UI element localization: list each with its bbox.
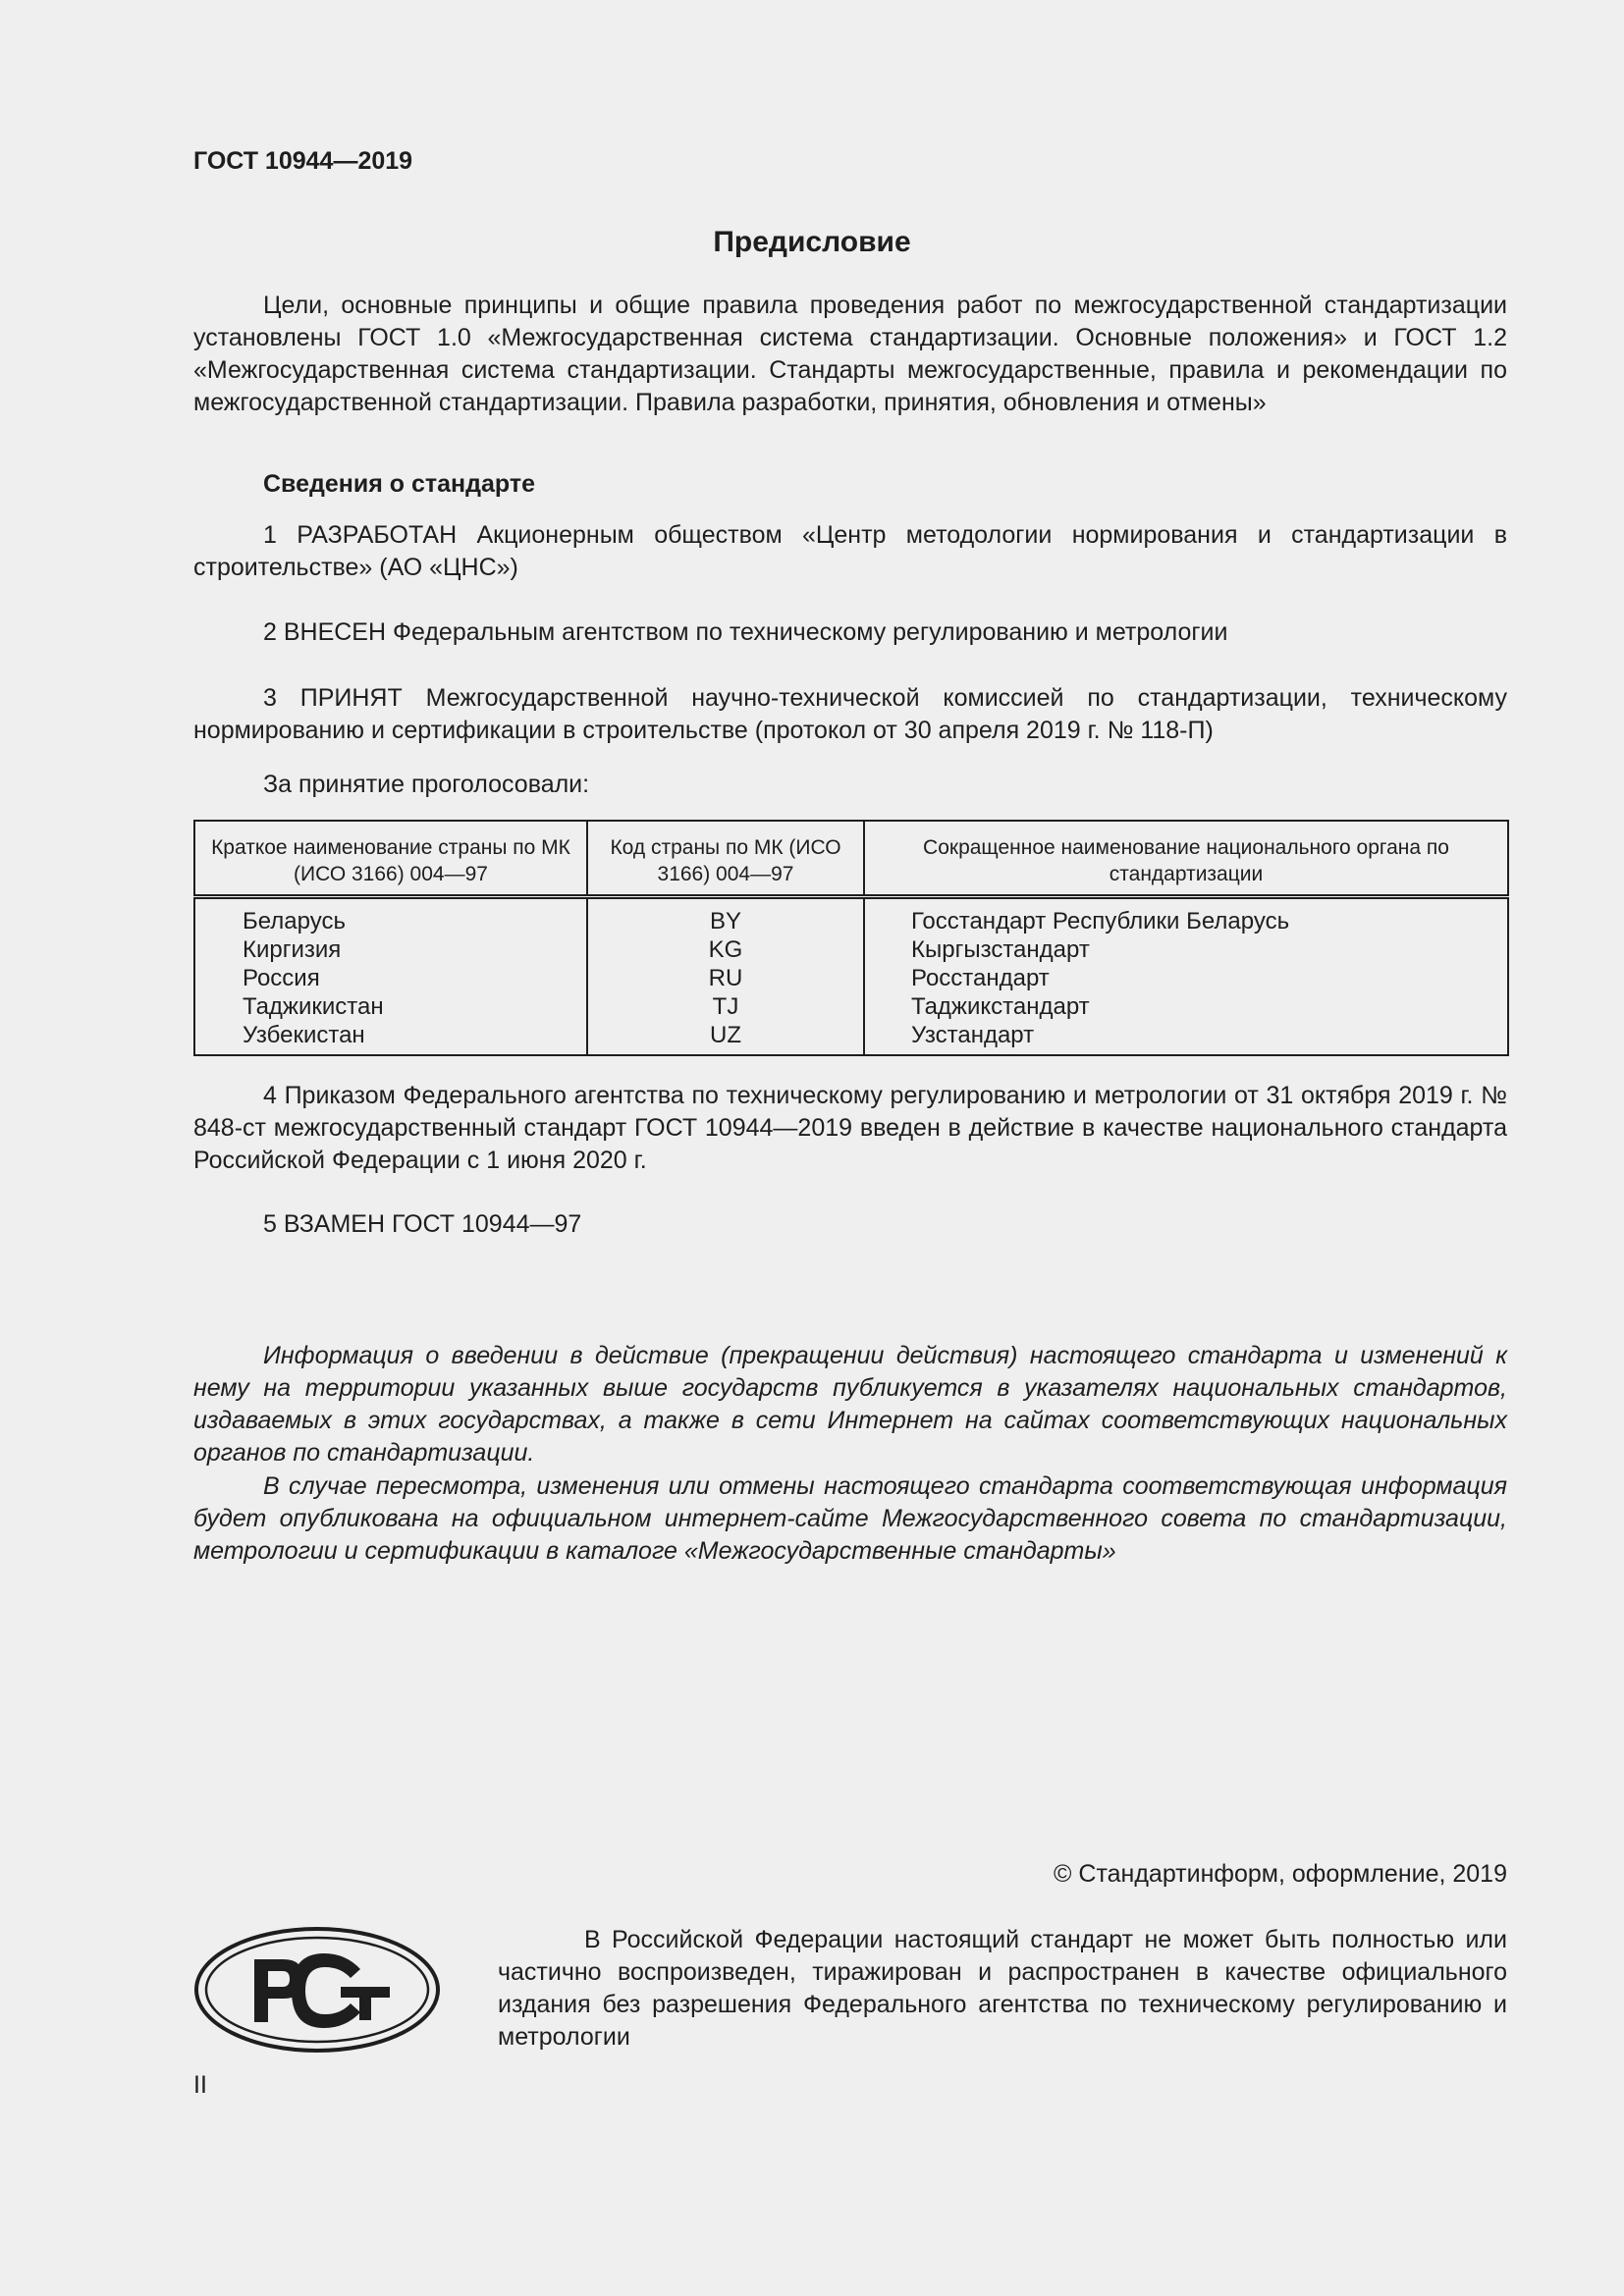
item-3: 3 ПРИНЯТ Межгосударственной научно-технической комиссией по стандартизации, техническому нормированию и сертификации в строительстве (протокол от 30 апреля 2019 г. № 118-П) <box>193 684 1507 744</box>
copyright: © Стандартинформ, оформление, 2019 <box>1054 1860 1507 1888</box>
country-code: UZ <box>710 1022 741 1048</box>
item-2: 2 ВНЕСЕН Федеральным агентством по техническому регулированию и метрологии <box>263 618 1228 646</box>
standards-body: Кыргызстандарт <box>911 936 1090 963</box>
code-cell <box>587 897 864 1056</box>
country-cell <box>194 897 587 1056</box>
page-number: II <box>193 2071 207 2099</box>
item-5: 5 ВЗАМЕН ГОСТ 10944—97 <box>263 1210 582 1238</box>
info-heading: Сведения о стандарте <box>263 470 536 498</box>
vote-intro: За принятие проголосовали: <box>263 771 590 798</box>
standards-body: Таджикстандарт <box>911 993 1090 1020</box>
rst-certification-mark-icon <box>193 1926 441 2054</box>
country-code: BY <box>709 908 741 934</box>
info-note-1: Информация о введении в действие (прекращении действия) настоящего стандарта и изменений к нему на территории указанных выше государств публикуется в указателях национальных стандартов, издаваемых в этих государствах, а также в сети Интернет на сайтах соответствующих национальных органов по стандартизации. <box>193 1342 1507 1467</box>
copyright-notice: В Российской Федерации настоящий стандарт не может быть полностью или частично воспроизведен, тиражирован и распространен в качестве официального издания без разрешения Федерального агентства по техническому регулированию и метрологии <box>498 1926 1507 2051</box>
page-title: Предисловие <box>713 226 911 258</box>
country-name: Россия <box>243 965 320 991</box>
country-name: Узбекистан <box>243 1022 365 1048</box>
item-1: 1 РАЗРАБОТАН Акционерным обществом «Центр методологии нормирования и стандартизации в строительстве» (АО «ЦНС») <box>193 521 1507 581</box>
country-name: Беларусь <box>243 908 346 934</box>
country-name: Таджикистан <box>243 993 384 1020</box>
column-header-body: Сокращенное наименование национального органа по стандартизации <box>864 821 1508 897</box>
info-note-2: В случае пересмотра, изменения или отмены настоящего стандарта соответствующая информация будет опубликована на официальном интернет-сайте Межгосударственного совета по стандартизации, метрологии и сертификации в каталоге «Межгосударственные стандарты» <box>193 1472 1507 1565</box>
voting-table <box>193 820 1509 1056</box>
intro-paragraph: Цели, основные принципы и общие правила проведения работ по межгосударственной стандартизации установлены ГОСТ 1.0 «Межгосударственная система стандартизации. Основные положения» и ГОСТ 1.2 «Межгосударственная система стандартизации. Стандарты межгосударственные, правила и рекомендации по межгосударственной стандартизации. Правила разработки, принятия, обновления и отмены» <box>193 292 1507 416</box>
standards-body: Узстандарт <box>911 1022 1035 1048</box>
table-row <box>194 897 1508 1056</box>
standards-body: Госстандарт Республики Беларусь <box>911 908 1290 934</box>
standards-body: Росстандарт <box>911 965 1050 991</box>
country-code: RU <box>708 965 743 991</box>
country-code: KG <box>708 936 743 963</box>
table-header-row <box>194 821 1508 897</box>
item-4: 4 Приказом Федерального агентства по техническому регулированию и метрологии от 31 октября 2019 г. № 848-ст межгосударственный стандарт ГОСТ 10944—2019 введен в действие в качестве национального стандарта Российской Федерации с 1 июня 2020 г. <box>193 1082 1507 1174</box>
country-name: Киргизия <box>243 936 342 963</box>
body-cell <box>864 897 1508 1056</box>
column-header-country: Краткое наименование страны по МК (ИСО 3166) 004—97 <box>194 821 587 897</box>
country-code: TJ <box>712 993 739 1020</box>
document-header: ГОСТ 10944—2019 <box>193 147 413 175</box>
column-header-code: Код страны по МК (ИСО 3166) 004—97 <box>587 821 864 897</box>
